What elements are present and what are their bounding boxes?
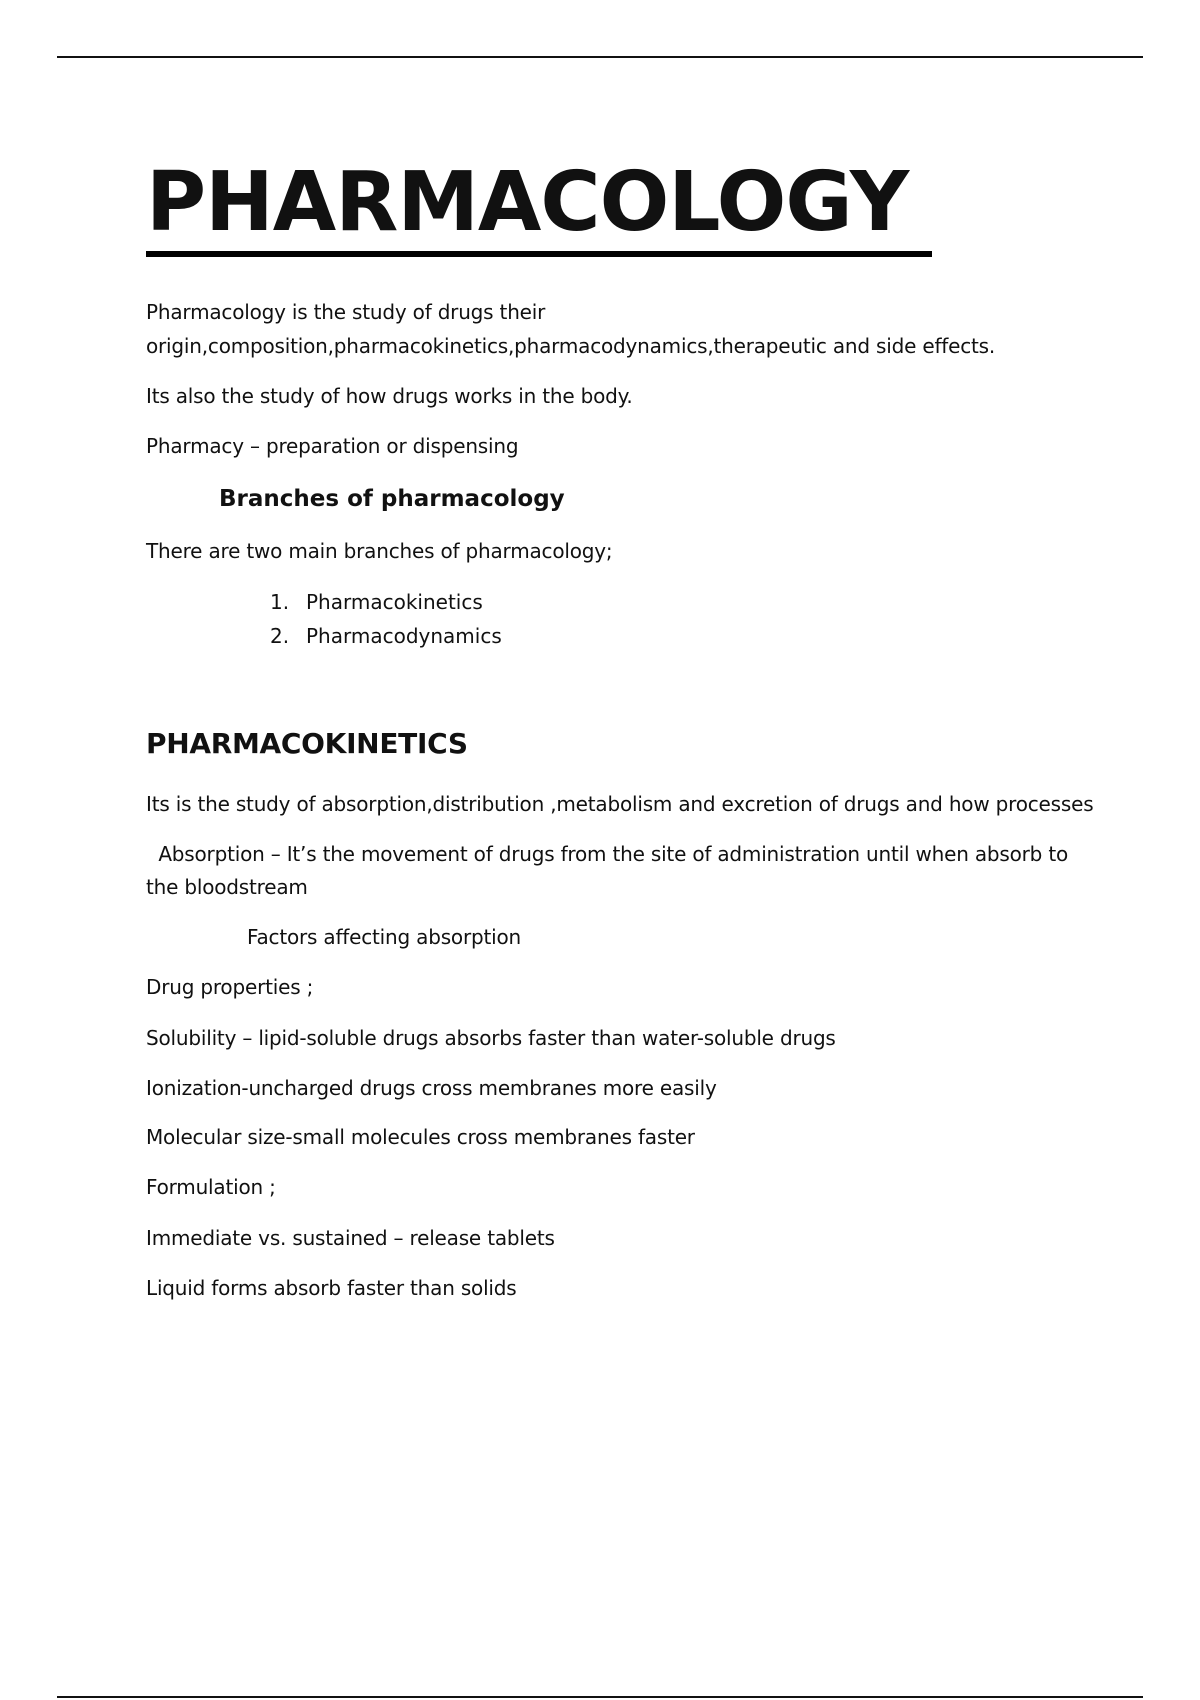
intro-line-1: Pharmacology is the study of drugs their [146,300,546,324]
solubility-item: Solubility – lipid-soluble drugs absorbs faster than water-soluble drugs [146,1026,836,1050]
branches-heading: Branches of pharmacology [219,486,565,512]
list-item-number: 1. [270,590,290,614]
list-item-number: 2. [270,624,290,648]
branches-list [270,585,502,653]
document-title: PHARMACOLOGY [146,155,932,257]
ionization-item: Ionization-uncharged drugs cross membranes more easily [146,1076,717,1100]
list-item [270,585,502,619]
factors-heading: Factors affecting absorption [247,925,521,949]
pk-definition: Its is the study of absorption,distribution ,metabolism and excretion of drugs and how processes [146,792,1094,816]
absorption-line-2: the bloodstream [146,875,308,899]
also-paragraph: Its also the study of how drugs works in the body. [146,384,633,408]
drug-properties-label: Drug properties ; [146,975,314,999]
list-item [270,619,502,653]
page-bottom-rule [57,1696,1143,1698]
list-item-label: Pharmacodynamics [306,624,502,648]
formulation-label: Formulation ; [146,1175,276,1199]
intro-line-2: origin,composition,pharmacokinetics,pharmacodynamics,therapeutic and side effects. [146,334,996,358]
page-top-rule [57,56,1143,58]
liquid-item: Liquid forms absorb faster than solids [146,1276,517,1300]
branches-intro: There are two main branches of pharmacology; [146,539,613,563]
absorption-line-1: Absorption – It’s the movement of drugs from the site of administration until when absorb to [146,842,1068,866]
molecular-size-item: Molecular size-small molecules cross membranes faster [146,1125,695,1149]
immediate-item: Immediate vs. sustained – release tablets [146,1226,555,1250]
list-item-label: Pharmacokinetics [306,590,483,614]
pharmacy-definition: Pharmacy – preparation or dispensing [146,434,519,458]
pharmacokinetics-heading: PHARMACOKINETICS [146,727,468,760]
